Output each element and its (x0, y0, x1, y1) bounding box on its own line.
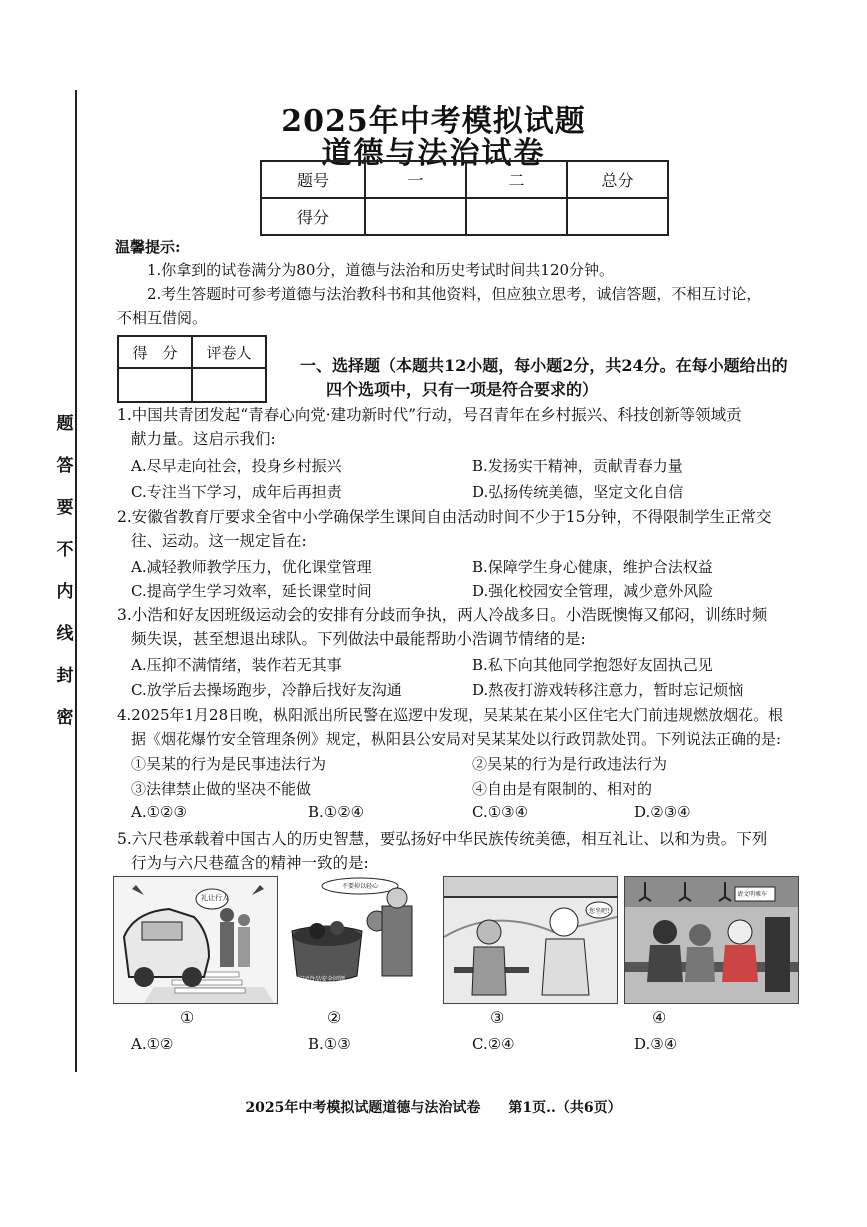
score-row-label: 得分 (261, 198, 365, 235)
cartoon-3 (443, 876, 618, 1004)
caption-5: 请文明乘车 (737, 891, 768, 898)
caption-1: 礼让行人 (201, 894, 229, 902)
option-a[interactable]: A.压抑不满情绪，装作若无其事 (131, 656, 342, 674)
binding-char: 密 (56, 708, 74, 728)
caption-4: 您坐吧! (589, 908, 610, 915)
option-a[interactable]: A.减轻教师教学压力，优化课堂管理 (131, 558, 372, 576)
car-crosswalk-illustration (114, 877, 277, 1003)
question-4 (117, 703, 817, 751)
binding-char: 内 (56, 582, 74, 602)
cartoon-4 (624, 876, 799, 1004)
option-b[interactable]: B.发扬实干精神，贡献青春力量 (472, 457, 683, 475)
option-c[interactable]: C.放学后去操场跑步，冷静后找好友沟通 (131, 681, 402, 699)
question-stem: 行为与六尺巷蕴含的精神一致的是: (131, 854, 369, 872)
exam-subject: 道德与法治试卷 (321, 136, 546, 171)
grader-score-label: 得 分 (118, 336, 192, 368)
option-d[interactable]: D.强化校园安全管理，减少意外风险 (472, 582, 714, 600)
option-b[interactable]: B.①②④ (308, 803, 365, 821)
grader-score-cell[interactable] (118, 368, 192, 402)
question-stem: 1.中国共青团发起“青春心向党·建功新时代”行动，号召青年在乡村振兴、科技创新等领域贡 (117, 406, 742, 424)
grader-name-cell[interactable] (192, 368, 266, 402)
seat-offer-illustration (444, 877, 617, 1003)
picture-label: ④ (652, 1008, 667, 1027)
option-d[interactable]: D.③④ (634, 1035, 678, 1053)
grader-table (117, 335, 267, 403)
score-header-cell: 总分 (567, 161, 668, 198)
score-header-cell: 一 (365, 161, 466, 198)
binding-line (75, 90, 77, 1072)
question-stem: 2.安徽省教育厅要求全省中小学确保学生课间自由活动时间不少于15分钟，不得限制学生正常交 (117, 508, 772, 526)
binding-char: 答 (56, 456, 74, 476)
option-d[interactable]: D.弘扬传统美德，坚定文化自信 (472, 483, 684, 501)
option-c[interactable]: C.①③④ (472, 803, 529, 821)
statement-4: ④自由是有限制的、相对的 (472, 780, 653, 798)
question-stem: 5.六尺巷承载着中国古人的历史智慧，要弘扬好中华民族传统美德，相互礼让、以和为贵。下列 (117, 830, 768, 848)
picture-label: ③ (490, 1008, 505, 1027)
caption-3: 校园食品安全问题 (297, 976, 346, 983)
score-header-cell: 二 (466, 161, 567, 198)
question-2 (117, 505, 807, 553)
cartoon-1 (113, 876, 278, 1004)
picture-label: ① (180, 1008, 195, 1027)
score-table (260, 160, 669, 236)
section-heading (300, 354, 810, 402)
cartoon-2 (287, 876, 427, 1002)
statement-2: ②吴某的行为是行政违法行为 (472, 755, 668, 773)
subway-illustration (625, 877, 798, 1003)
option-b[interactable]: B.私下向其他同学抱怨好友固执己见 (472, 656, 713, 674)
binding-char: 封 (56, 666, 74, 686)
section-line: 一、选择题（本题共12小题，每小题2分，共24分。在每小题给出的 (300, 356, 788, 375)
option-a[interactable]: A.①② (131, 1035, 174, 1053)
score-header-cell: 题号 (261, 161, 365, 198)
question-stem: 频失误，甚至想退出球队。下列做法中最能帮助小浩调节情绪的是: (131, 630, 586, 648)
score-cell[interactable] (365, 198, 466, 235)
binding-char: 线 (56, 624, 74, 644)
question-stem: 献力量。这启示我们: (131, 430, 276, 448)
page-footer: 2025年中考模拟试题道德与法治试卷 第1页..（共6页） (245, 1100, 622, 1116)
section-line: 四个选项中，只有一项是符合要求的） (326, 380, 599, 399)
score-cell[interactable] (466, 198, 567, 235)
question-stem: 4.2025年1月28日晚，枞阳派出所民警在巡逻中发现，吴某某在某小区住宅大门前违规燃放烟花。根 (117, 706, 784, 724)
food-safety-illustration (287, 876, 427, 1002)
caption-2: 不要掉以轻心 (342, 883, 379, 890)
question-3 (117, 603, 807, 651)
option-d[interactable]: D.熬夜打游戏转移注意力，暂时忘记烦恼 (472, 681, 744, 699)
statement-1: ①吴某的行为是民事违法行为 (131, 755, 327, 773)
option-c[interactable]: C.提高学生学习效率，延长课堂时间 (131, 582, 372, 600)
tip-item: 1.你拿到的试卷满分为80分，道德与法治和历史考试时间共120分钟。 (147, 261, 615, 279)
option-c[interactable]: C.②④ (472, 1035, 515, 1053)
option-a[interactable]: A.①②③ (131, 803, 187, 821)
binding-char: 题 (56, 414, 74, 434)
option-b[interactable]: B.保障学生身心健康，维护合法权益 (472, 558, 713, 576)
exam-title: 2025年中考模拟试题 (281, 104, 586, 139)
tip-item: 不相互借阅。 (117, 309, 208, 327)
binding-char: 不 (56, 540, 74, 560)
grader-name-label: 评卷人 (192, 336, 266, 368)
question-1 (117, 403, 807, 451)
tip-item: 2.考生答题时可参考道德与法治教科书和其他资料，但应独立思考，诚信答题，不相互讨论， (147, 285, 762, 303)
picture-label: ② (327, 1008, 342, 1027)
binding-char: 要 (56, 498, 74, 518)
option-b[interactable]: B.①③ (308, 1035, 351, 1053)
question-stem: 据《烟花爆竹安全管理条例》规定，枞阳县公安局对吴某某处以行政罚款处罚。下列说法正确的是: (131, 730, 782, 748)
question-5 (117, 827, 807, 875)
question-stem: 往、运动。这一规定旨在: (131, 532, 307, 550)
option-a[interactable]: A.尽早走向社会，投身乡村振兴 (131, 457, 342, 475)
question-stem: 3.小浩和好友因班级运动会的安排有分歧而争执，两人冷战多日。小浩既懊悔又郁闷，训练时频 (117, 606, 768, 624)
statement-3: ③法律禁止做的坚决不能做 (131, 780, 312, 798)
tips-heading: 温馨提示: (115, 238, 181, 256)
option-d[interactable]: D.②③④ (634, 803, 691, 821)
score-cell[interactable] (567, 198, 668, 235)
option-c[interactable]: C.专注当下学习，成年后再担责 (131, 483, 342, 501)
binding-notice (56, 415, 74, 751)
